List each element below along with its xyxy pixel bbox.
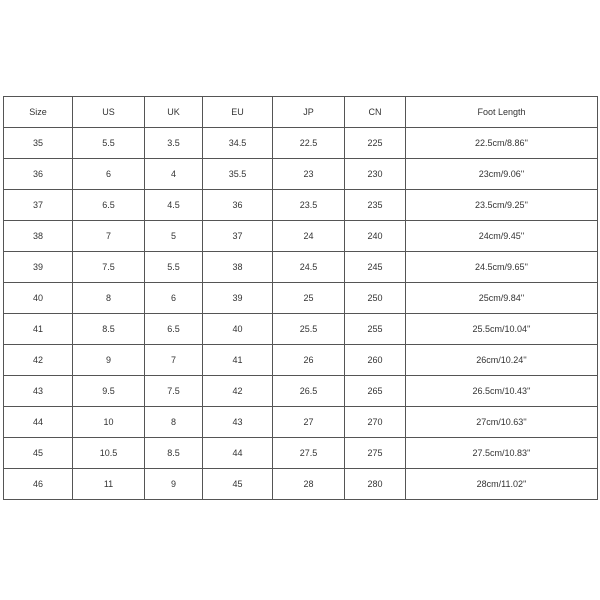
cell-jp: 26 (273, 345, 345, 376)
cell-cn: 270 (345, 407, 406, 438)
size-chart-table (3, 96, 598, 500)
cell-uk: 8.5 (145, 438, 203, 469)
header-eu: EU (203, 97, 273, 128)
cell-uk: 6.5 (145, 314, 203, 345)
cell-cn: 235 (345, 190, 406, 221)
cell-jp: 24 (273, 221, 345, 252)
header-foot-length: Foot Length (406, 97, 598, 128)
cell-jp: 25.5 (273, 314, 345, 345)
cell-size: 38 (4, 221, 73, 252)
table-row (4, 438, 598, 469)
cell-jp: 25 (273, 283, 345, 314)
cell-foot-length: 27.5cm/10.83'' (406, 438, 598, 469)
table-row (4, 252, 598, 283)
cell-size: 45 (4, 438, 73, 469)
cell-us: 7 (73, 221, 145, 252)
cell-eu: 41 (203, 345, 273, 376)
cell-eu: 43 (203, 407, 273, 438)
cell-cn: 240 (345, 221, 406, 252)
table-row (4, 407, 598, 438)
cell-uk: 8 (145, 407, 203, 438)
cell-size: 39 (4, 252, 73, 283)
table-row (4, 469, 598, 500)
cell-eu: 36 (203, 190, 273, 221)
cell-cn: 225 (345, 128, 406, 159)
cell-foot-length: 26cm/10.24'' (406, 345, 598, 376)
cell-foot-length: 24cm/9.45'' (406, 221, 598, 252)
cell-cn: 275 (345, 438, 406, 469)
cell-us: 10 (73, 407, 145, 438)
cell-uk: 7.5 (145, 376, 203, 407)
cell-uk: 7 (145, 345, 203, 376)
cell-foot-length: 26.5cm/10.43'' (406, 376, 598, 407)
cell-jp: 22.5 (273, 128, 345, 159)
cell-eu: 42 (203, 376, 273, 407)
cell-cn: 265 (345, 376, 406, 407)
cell-jp: 28 (273, 469, 345, 500)
cell-jp: 24.5 (273, 252, 345, 283)
cell-cn: 260 (345, 345, 406, 376)
table-row (4, 190, 598, 221)
cell-us: 9 (73, 345, 145, 376)
cell-size: 35 (4, 128, 73, 159)
cell-uk: 5.5 (145, 252, 203, 283)
cell-foot-length: 23cm/9.06'' (406, 159, 598, 190)
cell-us: 10.5 (73, 438, 145, 469)
table-row (4, 314, 598, 345)
cell-jp: 26.5 (273, 376, 345, 407)
cell-jp: 27 (273, 407, 345, 438)
cell-uk: 9 (145, 469, 203, 500)
cell-foot-length: 25cm/9.84'' (406, 283, 598, 314)
cell-uk: 4.5 (145, 190, 203, 221)
table-header-row (4, 97, 598, 128)
table-row (4, 345, 598, 376)
cell-foot-length: 22.5cm/8.86'' (406, 128, 598, 159)
header-size: Size (4, 97, 73, 128)
cell-size: 41 (4, 314, 73, 345)
cell-size: 36 (4, 159, 73, 190)
header-cn: CN (345, 97, 406, 128)
table-row (4, 376, 598, 407)
header-uk: UK (145, 97, 203, 128)
cell-uk: 3.5 (145, 128, 203, 159)
cell-eu: 39 (203, 283, 273, 314)
table-row (4, 128, 598, 159)
cell-eu: 37 (203, 221, 273, 252)
cell-size: 44 (4, 407, 73, 438)
cell-eu: 40 (203, 314, 273, 345)
cell-jp: 23.5 (273, 190, 345, 221)
cell-jp: 27.5 (273, 438, 345, 469)
cell-cn: 230 (345, 159, 406, 190)
cell-cn: 245 (345, 252, 406, 283)
cell-cn: 250 (345, 283, 406, 314)
table-row (4, 221, 598, 252)
table-body (4, 128, 598, 500)
cell-us: 7.5 (73, 252, 145, 283)
cell-us: 8.5 (73, 314, 145, 345)
cell-us: 6 (73, 159, 145, 190)
cell-us: 6.5 (73, 190, 145, 221)
cell-eu: 38 (203, 252, 273, 283)
cell-foot-length: 23.5cm/9.25'' (406, 190, 598, 221)
table-row (4, 159, 598, 190)
cell-uk: 5 (145, 221, 203, 252)
cell-size: 43 (4, 376, 73, 407)
cell-size: 40 (4, 283, 73, 314)
cell-size: 46 (4, 469, 73, 500)
cell-foot-length: 28cm/11.02'' (406, 469, 598, 500)
cell-cn: 280 (345, 469, 406, 500)
header-us: US (73, 97, 145, 128)
cell-size: 42 (4, 345, 73, 376)
cell-uk: 6 (145, 283, 203, 314)
cell-eu: 34.5 (203, 128, 273, 159)
header-jp: JP (273, 97, 345, 128)
cell-size: 37 (4, 190, 73, 221)
cell-us: 5.5 (73, 128, 145, 159)
cell-us: 8 (73, 283, 145, 314)
cell-uk: 4 (145, 159, 203, 190)
cell-eu: 35.5 (203, 159, 273, 190)
cell-eu: 44 (203, 438, 273, 469)
cell-us: 9.5 (73, 376, 145, 407)
cell-foot-length: 24.5cm/9.65'' (406, 252, 598, 283)
cell-eu: 45 (203, 469, 273, 500)
cell-us: 11 (73, 469, 145, 500)
cell-foot-length: 27cm/10.63'' (406, 407, 598, 438)
table-row (4, 283, 598, 314)
cell-cn: 255 (345, 314, 406, 345)
cell-foot-length: 25.5cm/10.04'' (406, 314, 598, 345)
cell-jp: 23 (273, 159, 345, 190)
